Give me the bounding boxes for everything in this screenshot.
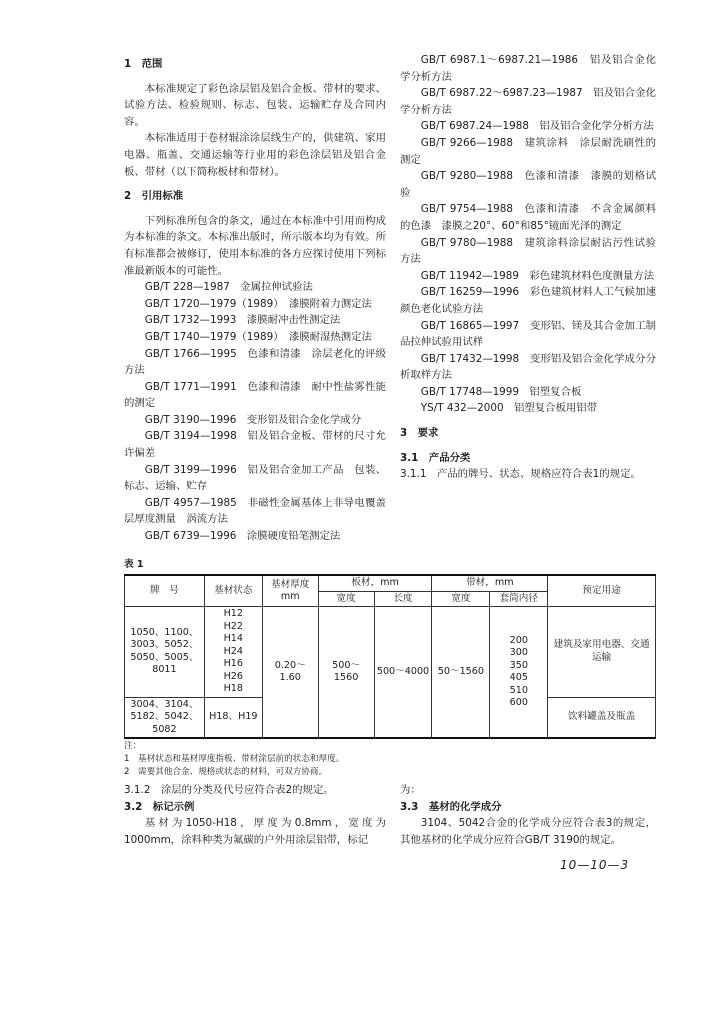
- bottom-left-column: [124, 782, 386, 848]
- header-usage: 预定用途: [548, 575, 656, 607]
- reference-item: YS/T 432—2000 铝塑复合板用铝带: [420, 402, 598, 415]
- sheet-width-cell: 500～1560: [318, 607, 374, 739]
- table-1: [124, 556, 656, 739]
- header-strip-width: 宽度: [432, 591, 490, 607]
- header-grade: 牌 号: [125, 575, 205, 607]
- section-2-heading: 2 引用标准: [124, 190, 184, 203]
- right-column: [400, 52, 656, 483]
- reference-item: GB/T 228—1987 金属拉伸试验法: [144, 281, 313, 294]
- header-sheet-length: 长度: [374, 591, 432, 607]
- core-value: 405: [509, 672, 528, 683]
- table-title: 表 1: [124, 559, 144, 570]
- header-strip: 带材，mm: [432, 575, 548, 591]
- reference-item: GB/T 11942—1989 彩色建筑材料色度测量方法: [420, 269, 655, 282]
- reference-item: GB/T 17432—1998 变形铝及铝合金化学成分分析取样方法: [400, 352, 656, 382]
- reference-item: GB/T 4957—1985 非磁性金属基体上非导电覆盖层厚度测量 涡流方法: [124, 496, 386, 526]
- note-2: 2 需要其他合金、规格或状态的材料，可双方协商。: [124, 767, 328, 777]
- reference-item: GB/T 3194—1998 铝及铝合金板、带材的尺寸允许偏差: [124, 430, 386, 460]
- section-3-3-text: 3104、5042合金的化学成分应符合表3的规定，其他基材的化学成分应符合GB/T 3190的规定。: [400, 817, 656, 846]
- reference-item: GB/T 6987.1～6987.21—1986 铝及铝合金化学分析方法: [400, 54, 656, 83]
- note-1: 1 基材状态和基材厚度指板、带材涂层前的状态和厚度。: [124, 754, 345, 764]
- header-strip-core: 套筒内径: [490, 591, 548, 607]
- section-3-2-text: 基材为1050-H18，厚度为0.8mm，宽度为1000mm，涂料种类为氟碳的户外用涂层铝带，标记: [124, 817, 386, 846]
- table-notes: [124, 740, 656, 779]
- section-3-3-heading: 3.3 基材的化学成分: [400, 800, 502, 813]
- core-value: 350: [509, 659, 528, 671]
- sheet-length-cell: 500～4000: [374, 607, 432, 739]
- reference-item: GB/T 9754—1988 色漆和清漆 不含金属颜料的色漆 漆膜之20°、60°和85°镜面光泽的测定: [400, 203, 656, 232]
- usage-cell: 建筑及家用电器、交通运输: [548, 607, 656, 698]
- section-2-intro: 下列标准所包含的条文，通过在本标准中引用而构成为本标准的条文。本标准出版时，所示版本均为有效。所有标准都会被修订，使用本标准的各方应探讨使用下列标准最新版本的可能性。: [124, 214, 386, 277]
- reference-item: GB/T 16865—1997 变形铝、镁及其合金加工制品拉伸试验用试样: [400, 319, 656, 349]
- temper-value: H24: [223, 645, 244, 657]
- reference-item: GB/T 16259—1996 彩色建筑材料人工气候加速颜色老化试验方法: [400, 286, 656, 315]
- section-3-1-heading: 3.1 产品分类: [400, 451, 471, 464]
- left-column: [124, 56, 386, 545]
- core-value: 600: [509, 697, 528, 708]
- notes-label: 注：: [124, 741, 142, 751]
- temper-value: H26: [223, 670, 244, 682]
- reference-item: GB/T 9280—1988 色漆和清漆 漆膜的划格试验: [400, 170, 656, 199]
- temper-value: H12: [223, 608, 244, 619]
- reference-item: GB/T 1732—1993 漆膜耐冲击性测定法: [144, 314, 341, 327]
- strip-width-cell: 50～1560: [432, 607, 490, 739]
- header-temper: 基材状态: [204, 575, 262, 607]
- reference-item: GB/T 1720—1979（1989） 漆膜附着力测定法: [144, 297, 372, 310]
- reference-item: GB/T 17748—1999 铝塑复合板: [420, 385, 582, 398]
- temper-value: H18: [223, 683, 244, 694]
- temper-cell: [204, 607, 262, 698]
- section-3-1-2: 3.1.2 涂层的分类及代号应符合表2的规定。: [124, 784, 334, 796]
- product-spec-table: [124, 574, 656, 739]
- header-sheet-width: 宽度: [318, 591, 374, 607]
- header-thickness: 基材厚度 mm: [262, 575, 318, 607]
- temper-value: H14: [223, 633, 244, 644]
- thickness-cell: 0.20～1.60: [262, 607, 318, 739]
- table-header-row: [125, 575, 656, 591]
- reference-item: GB/T 1740—1979（1989） 漆膜耐湿热测定法: [144, 330, 372, 343]
- bottom-right-column: [400, 782, 656, 848]
- reference-item: GB/T 1766—1995 色漆和清漆 涂层老化的评级方法: [124, 347, 386, 377]
- section-3-heading: 3 要求: [400, 427, 439, 440]
- page-number: 10—10—3: [560, 858, 630, 872]
- reference-item: GB/T 6739—1996 涂膜硬度铅笔测定法: [144, 530, 341, 543]
- temper-cell: H18、H19: [204, 697, 262, 738]
- core-value: 510: [509, 684, 528, 696]
- section-1-para-1: 本标准规定了彩色涂层铝及铝合金板、带材的要求、试验方法、检验规则、标志、包装、运输贮存及合同内容。: [124, 82, 386, 128]
- temper-value: H22: [223, 620, 244, 632]
- section-1-para-2: 本标准适用于卷材辊涂涂层线生产的，供建筑、家用电器、瓶盖、交通运输等行业用的彩色涂层铝及铝合金板、带材（以下简称板材和带材）。: [124, 132, 386, 178]
- header-sheet: 板材，mm: [318, 575, 432, 591]
- section-1-heading: 1 范围: [124, 58, 163, 70]
- reference-item: GB/T 9266—1988 建筑涂料 涂层耐洗刷性的测定: [400, 136, 656, 166]
- table-row: [125, 607, 656, 698]
- section-3-1-1: 3.1.1 产品的牌号、状态、规格应符合表1的规定。: [400, 468, 641, 481]
- grade-cell: 3004、3104、5182、5042、5082: [125, 697, 205, 738]
- reference-item: GB/T 1771—1991 色漆和清漆 耐中性盐雾性能的测定: [124, 380, 386, 410]
- temper-value: H16: [223, 658, 244, 669]
- reference-item: GB/T 3190—1996 变形铝及铝合金化学成分: [144, 413, 362, 426]
- core-value: 300: [509, 647, 528, 658]
- reference-item: GB/T 6987.22～6987.23—1987 铝及铝合金化学分析方法: [400, 87, 656, 116]
- continuation-text: 为：: [400, 784, 421, 796]
- section-3-2-heading: 3.2 标记示例: [124, 800, 195, 813]
- core-diameter-cell: [490, 607, 548, 739]
- reference-item: GB/T 9780—1988 建筑涂料涂层耐沾污性试验方法: [400, 236, 656, 266]
- grade-cell: 1050、1100、3003、5052、5050、5005、8011: [125, 607, 205, 698]
- usage-cell: 饮料罐盖及瓶盖: [548, 697, 656, 738]
- reference-item: GB/T 6987.24—1988 铝及铝合金化学分析方法: [420, 120, 654, 133]
- core-value: 200: [509, 634, 528, 646]
- reference-item: GB/T 3199—1996 铝及铝合金加工产品 包装、标志、运输、贮存: [124, 463, 386, 493]
